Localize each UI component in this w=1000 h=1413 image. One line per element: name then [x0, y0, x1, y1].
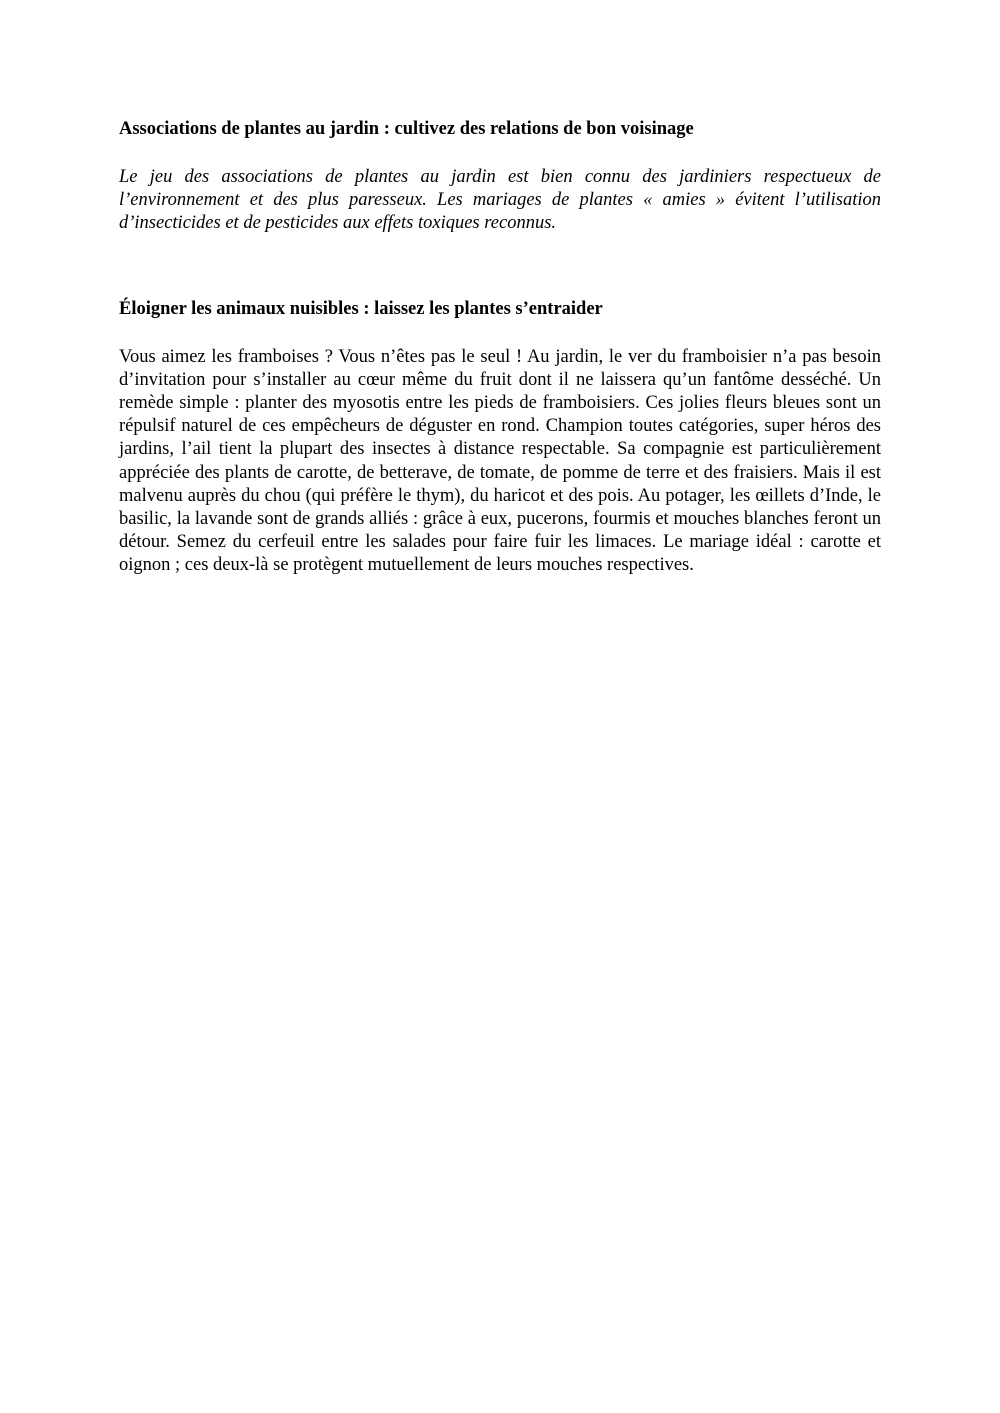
document-title: Associations de plantes au jardin : cultivez des relations de bon voisinage	[119, 119, 694, 139]
section-heading: Éloigner les animaux nuisibles : laissez les plantes s’entraider	[119, 298, 603, 319]
section-paragraph: Vous aimez les framboises ? Vous n’êtes pas le seul ! Au jardin, le ver du framboisier n’a pas besoin d’invitation pour s’installer au cœur même du fruit dont il ne laissera qu’un fantôme desséché. Un remède simple : planter des myosotis entre les pieds de framboisiers. Ces jolies fleurs bleues sont un répulsif naturel de ces empêcheurs de déguster en rond. Champion toutes catégories, super héros des jardins, l’ail tient la plupart des insectes à distance respectable. Sa compagnie est particulièrement appréciée des plants de carotte, de betterave, de tomate, de pomme de terre et des fraisiers. Mais il est malvenu auprès du chou (qui préfère le thym), du haricot et des pois. Au potager, les œillets d’Inde, le basilic, la lavande sont de grands alliés : grâce à eux, pucerons, fourmis et mouches blanches feront un détour. Semez du cerfeuil entre les salades pour faire fuir les limaces. Le mariage idéal : carotte et oignon ; ces deux-là se protègent mutuellement de leurs mouches respectives.	[119, 346, 881, 576]
intro-paragraph: Le jeu des associations de plantes au jardin est bien connu des jardiniers respectueux de l’environnement et des plus paresseux. Les mariages de plantes « amies » évitent l’utilisation d’insecticides et de pesticides aux effets toxiques reconnus.	[119, 167, 881, 234]
document-page	[119, 118, 881, 578]
